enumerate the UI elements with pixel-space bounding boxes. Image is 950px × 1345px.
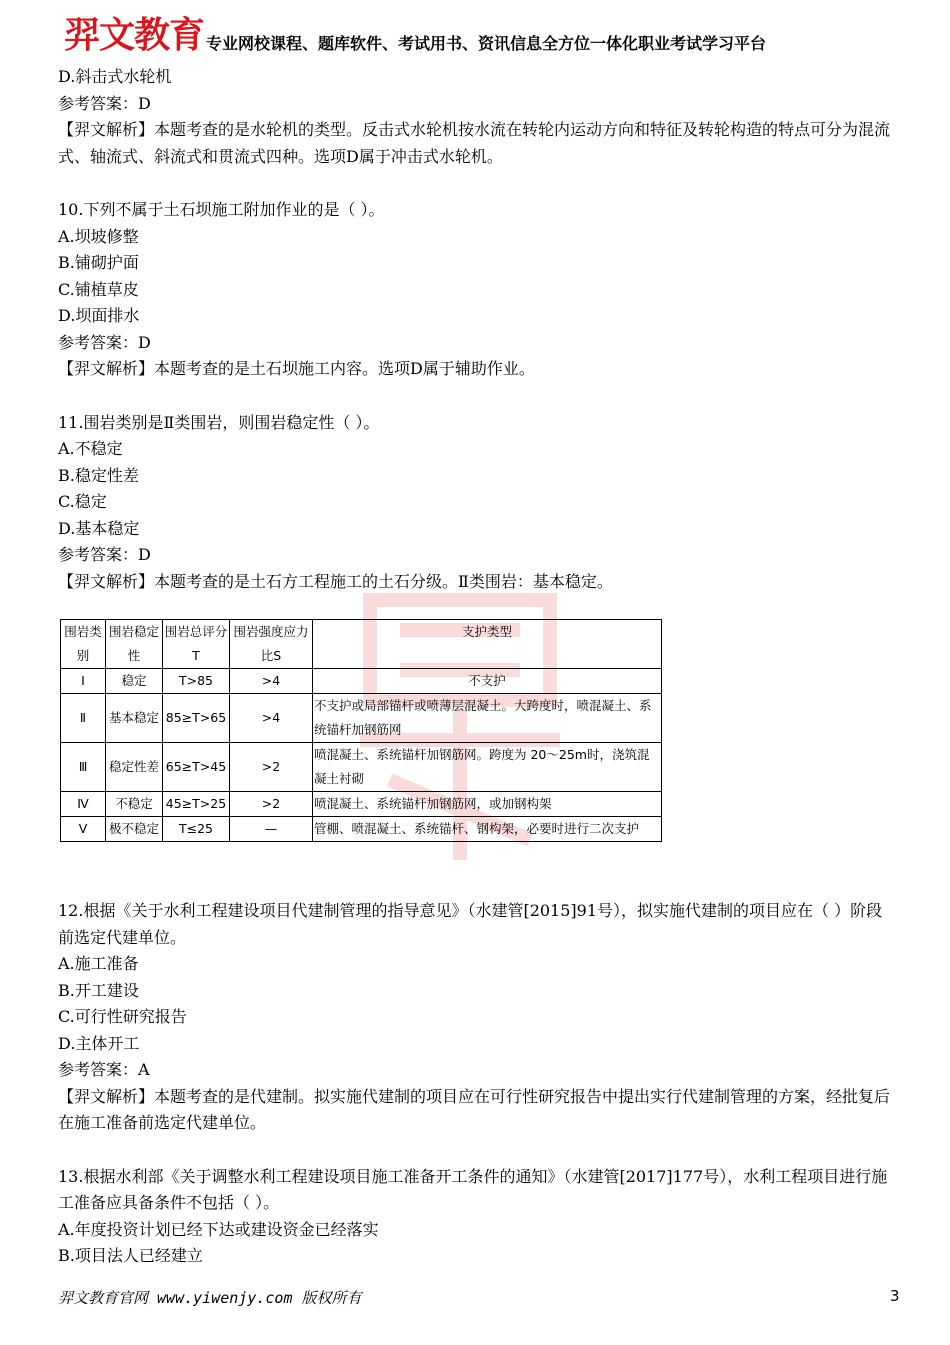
option: A.年度投资计划已经下达或建设资金已经落实: [58, 1219, 379, 1239]
analysis: 【羿文解析】本题考查的是土石方工程施工的土石分级。Ⅱ类围岩：基本稳定。: [58, 571, 613, 591]
table-cell: 基本稳定: [106, 694, 163, 743]
option: A.施工准备: [58, 954, 139, 973]
table-row: [61, 817, 662, 842]
table-cell: 稳定: [106, 669, 163, 694]
table-cell: >2: [230, 743, 313, 792]
answer: 参考答案：D: [58, 332, 151, 352]
table-cell: 85≥T>65: [163, 694, 230, 743]
table-header-row: [61, 620, 662, 669]
table-cell: 45≥T>25: [163, 792, 230, 817]
table-cell: T≤25: [163, 817, 230, 842]
answer: 参考答案：D: [58, 93, 151, 113]
table-header-cell: 围岩总评分T: [163, 620, 230, 669]
table-header-cell: 围岩稳定性: [106, 620, 163, 669]
analysis: 【羿文解析】本题考查的是土石坝施工内容。选项D属于辅助作业。: [58, 359, 535, 378]
page-number: 3: [890, 1287, 900, 1305]
table-cell: 喷混凝土、系统锚杆加钢筋网。跨度为 20～25m时，浇筑混凝土衬砌: [313, 743, 662, 792]
table-row: [61, 694, 662, 743]
page-header: [64, 14, 904, 58]
option: D.基本稳定: [58, 518, 140, 538]
table-row: [61, 743, 662, 792]
table-header-cell: 围岩强度应力比S: [230, 620, 313, 669]
option: D.斜击式水轮机: [58, 67, 172, 86]
option: B.稳定性差: [58, 465, 139, 485]
analysis: 【羿文解析】本题考查的是代建制。拟实施代建制的项目应在可行性研究报告中提出实行代建制管理的方案，经批复后在施工准备前选定代建单位。: [58, 1086, 891, 1132]
table-cell: Ⅴ: [61, 817, 106, 842]
question-stem: 10.下列不属于土石坝施工附加作业的是（ ）。: [58, 200, 385, 219]
table-cell: T>85: [163, 669, 230, 694]
table-cell: 65≥T>45: [163, 743, 230, 792]
option: A.不稳定: [58, 439, 123, 458]
option: B.开工建设: [58, 980, 139, 1000]
table-cell: 管棚、喷混凝土、系统锚杆、钢构架，必要时进行二次支护: [313, 817, 662, 842]
document-body: [58, 64, 898, 1270]
footer-copyright: 羿文教育官网 www.yiwenjy.com 版权所有: [58, 1289, 362, 1307]
table-cell: —: [230, 817, 313, 842]
rock-classification-table: [60, 619, 662, 842]
table-cell: Ⅲ: [61, 743, 106, 792]
header-tagline: 专业网校课程、题库软件、考试用书、资讯信息全方位一体化职业考试学习平台: [206, 34, 767, 53]
option: C.可行性研究报告: [58, 1007, 187, 1026]
table-cell: >4: [230, 694, 313, 743]
answer: 参考答案：D: [58, 545, 151, 564]
question-stem: 11.围岩类别是Ⅱ类围岩，则围岩稳定性（ ）。: [58, 412, 380, 432]
question-stem: 12.根据《关于水利工程建设项目代建制管理的指导意见》（水建管[2015]91号），拟实施代建制的项目应在（ ）阶段前选定代建单位。: [58, 901, 883, 947]
table-cell: Ⅳ: [61, 792, 106, 817]
table-row: [61, 669, 662, 694]
table-header-cell: 围岩类别: [61, 620, 106, 669]
table-cell: 喷混凝土、系统锚杆加钢筋网，或加钢构架: [313, 792, 662, 817]
table-header-cell: 支护类型: [313, 620, 662, 669]
question-stem: 13.根据水利部《关于调整水利工程建设项目施工准备开工条件的通知》（水建管[2017]177号），水利工程项目进行施工准备应具备条件不包括（ ）。: [58, 1166, 888, 1212]
option: C.稳定: [58, 492, 107, 511]
option: C.铺植草皮: [58, 279, 139, 299]
table-cell: 不支护或局部锚杆或喷薄层混凝土。大跨度时，喷混凝土、系统锚杆加钢筋网: [313, 694, 662, 743]
table-row: [61, 792, 662, 817]
option: B.项目法人已经建立: [58, 1246, 203, 1265]
answer: 参考答案：A: [58, 1060, 150, 1079]
analysis: 【羿文解析】本题考查的是水轮机的类型。反击式水轮机按水流在转轮内运动方向和特征及转轮构造的特点可分为混流式、轴流式、斜流式和贯流式四种。选项D属于冲击式水轮机。: [58, 120, 891, 166]
option: A.坝坡修整: [58, 226, 139, 246]
table-cell: Ⅱ: [61, 694, 106, 743]
table-cell: >4: [230, 669, 313, 694]
brand-logo: 羿文教育: [64, 15, 205, 56]
option: D.坝面排水: [58, 306, 140, 325]
table-cell: 不支护: [313, 669, 662, 694]
table-cell: 极不稳定: [106, 817, 163, 842]
table-cell: >2: [230, 792, 313, 817]
option: B.铺砌护面: [58, 253, 139, 272]
option: D.主体开工: [58, 1033, 140, 1053]
table-cell: Ⅰ: [61, 669, 106, 694]
table-cell: 不稳定: [106, 792, 163, 817]
table-cell: 稳定性差: [106, 743, 163, 792]
